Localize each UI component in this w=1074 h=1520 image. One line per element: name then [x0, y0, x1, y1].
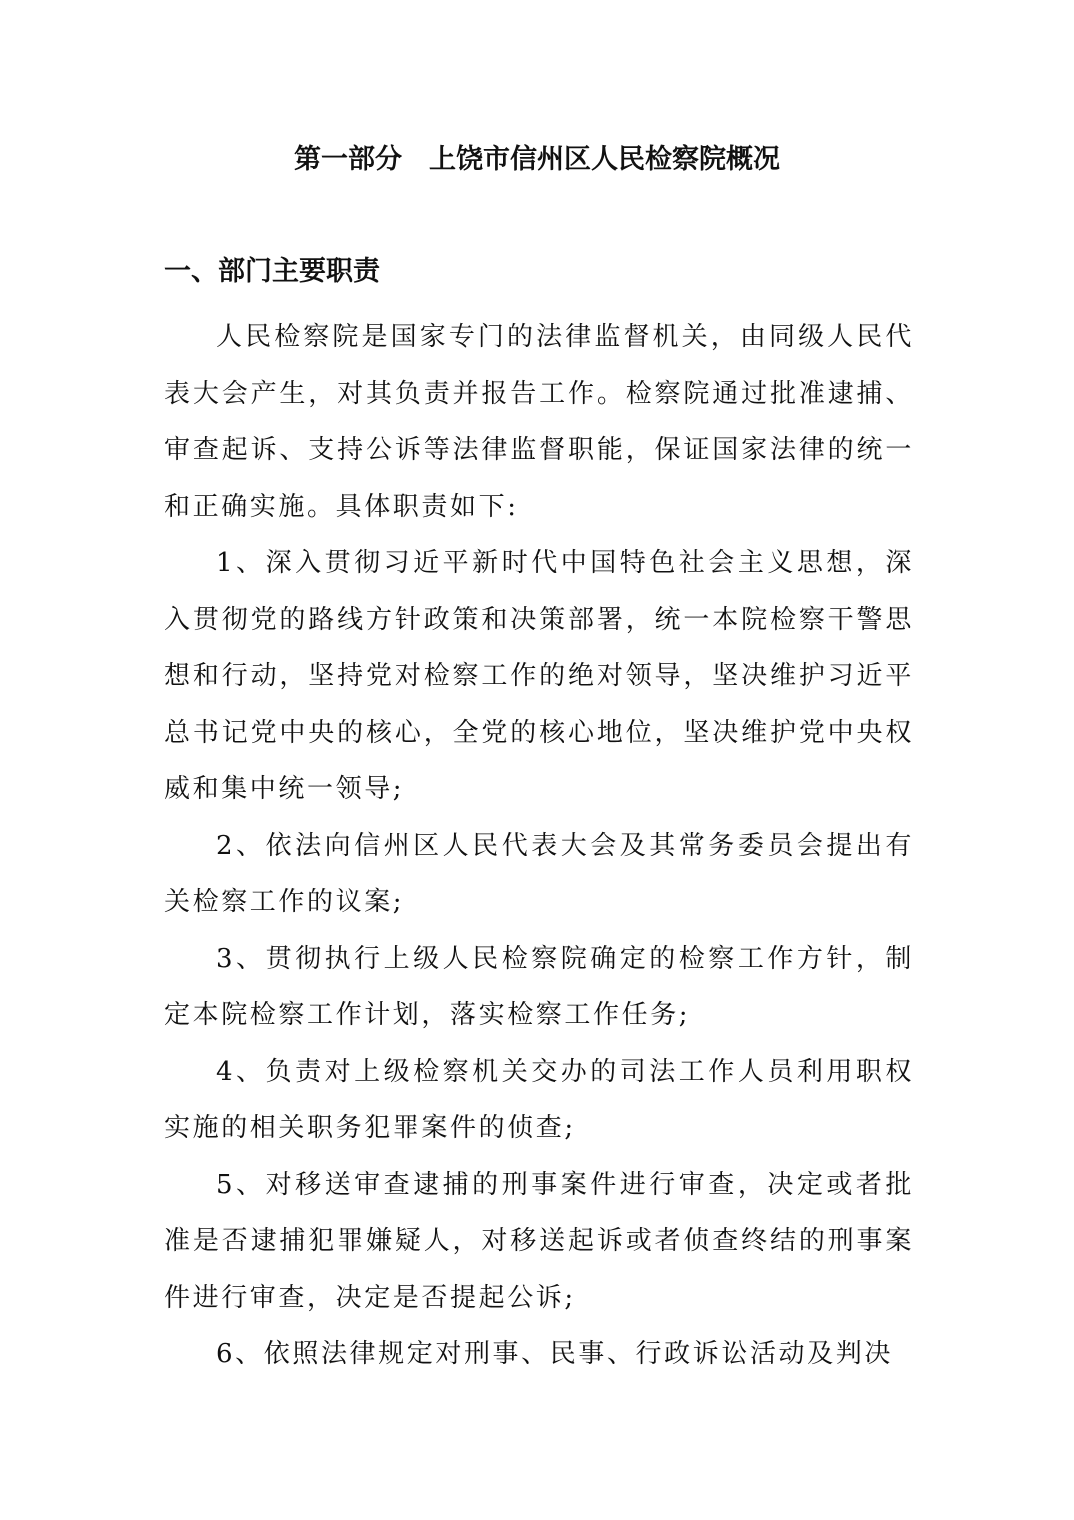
- section-heading: 一、部门主要职责: [164, 256, 380, 287]
- duty-item-6: 6、依照法律规定对刑事、民事、行政诉讼活动及判决: [216, 1339, 893, 1369]
- duty-item-5: 5、对移送审查逮捕的刑事案件进行审查，决定或者批准是否逮捕犯罪嫌疑人，对移送起诉或者侦查终结的刑事案件进行审查，决定是否提起公诉;: [164, 1169, 914, 1313]
- duty-item-4: 4、负责对上级检察机关交办的司法工作人员利用职权实施的相关职务犯罪案件的侦查;: [164, 1056, 914, 1143]
- duty-item-1: 1、深入贯彻习近平新时代中国特色社会主义思想，深入贯彻党的路线方针政策和决策部署，统一本院检察干警思想和行动，坚持党对检察工作的绝对领导，坚决维护习近平总书记党中央的核心，全党的核心地位，坚决维护党中央权威和集中统一领导;: [164, 548, 914, 804]
- duty-item-2: 2、依法向信州区人民代表大会及其常务委员会提出有关检察工作的议案;: [164, 830, 914, 917]
- duty-item-3: 3、贯彻执行上级人民检察院确定的检察工作方针，制定本院检察工作计划，落实检察工作任务;: [164, 943, 914, 1030]
- intro-paragraph: 人民检察院是国家专门的法律监督机关，由同级人民代表大会产生，对其负责并报告工作。检察院通过批准逮捕、审查起诉、支持公诉等法律监督职能，保证国家法律的统一和正确实施。具体职责如下:: [164, 322, 914, 522]
- document-title: 第一部分 上饶市信州区人民检察院概况: [294, 144, 780, 175]
- section-body: [164, 309, 914, 1383]
